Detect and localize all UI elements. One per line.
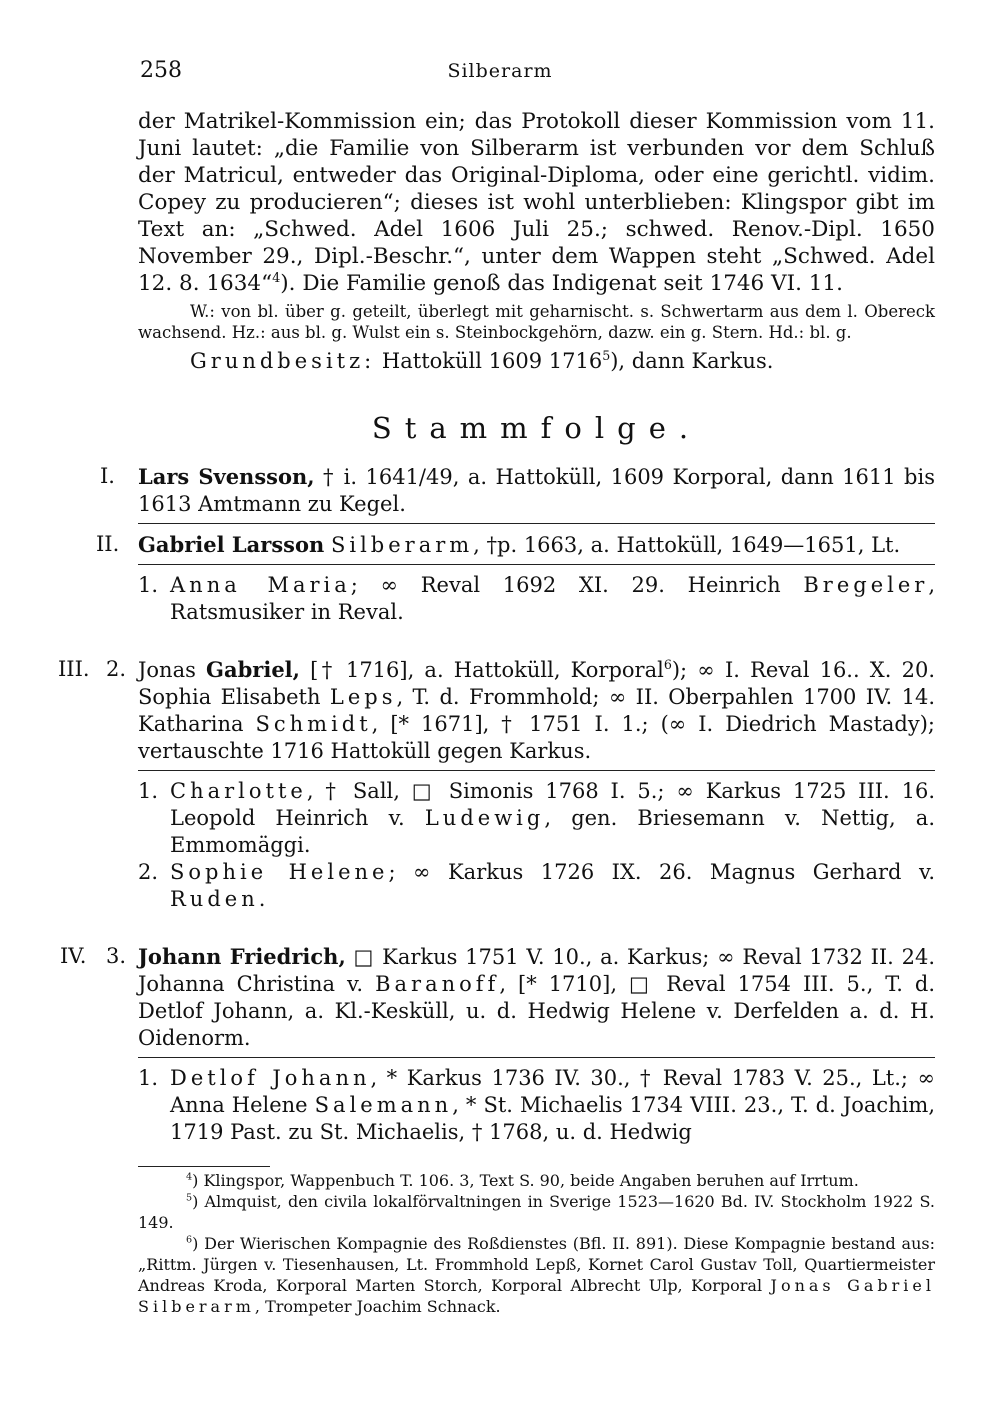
child-name: Detlof Johann [170,1066,371,1090]
land-label: Grundbesitz: [190,349,376,373]
land-text: Hattoküll 1609 1716 [375,349,603,373]
generation-1 [100,463,935,518]
page-number: 258 [140,58,182,83]
footnote-text: ) Klingspor, Wappenbuch T. 106. 3, Text S. 90, beide Angaben beruhen auf Irrtum. [192,1171,859,1190]
footnotes [138,1170,935,1317]
child-details: ; ∞ Reval 1692 XI. 29. Heinrich [350,573,804,597]
generation-rule [138,770,935,771]
person-index: 2. [106,657,127,681]
child-number: 1. [138,779,159,803]
spouse-name: Salemann [314,1093,453,1117]
child-number: 2. [138,860,159,884]
child-name: Sophie Helene [170,860,389,884]
child-details: ; ∞ Karkus 1726 IX. 26. Magnus Gerhard v. [388,860,935,884]
footnote-ref-4: 4 [272,270,281,286]
child-details: , † Sall, □ Simonis 1768 I. 5.; ∞ Karkus 1725 III. 16. Leopold Heinrich v. [170,779,935,830]
generation-4 [60,943,935,1052]
child-details-end: , * St. Michaelis 1734 VIII. 23., T. d. Joachim, 1719 Past. zu St. Michaelis, † 1768, u. d. Hedwig [170,1093,935,1144]
generation-2 [96,531,935,559]
generation-numeral: IV. [60,944,87,968]
child-details: , * Karkus 1736 IV. 30., † Reval 1783 V. 25., Lt.; ∞ Anna Helene [170,1066,935,1117]
child-name: Charlotte [170,779,307,803]
intro-text: der Matrikel-Kommission ein; das Protokoll dieser Kommission vom 11. Juni lautet: „die Familie von Silberarm ist verbunden vor dem Schluß der Matricul, entweder das Original-Diploma, oder eine gerichtl. vidim. Copey zu producieren“; dieses ist wohl unterblieben: Klingspor gibt im Text an: „Schwed. Adel 1606 Juli 25.; schwed. Renov.-Dipl. 1650 November 29., Dipl.-Beschr.“, unter dem Wappen steht „Schwed. Adel 12. 8. 1634“ [138,109,935,296]
spouse-name: Bregeler [803,573,929,597]
child-name: Anna Maria [170,573,351,597]
spouse-name: Baranoff [375,972,500,996]
person-details-3: , T. d. Frommhold; ∞ II. Oberpahlen 1700 IV. 14. Katharina [138,685,936,736]
footnote [138,1191,935,1233]
spouse-name: Ruden [170,887,259,911]
intro-paragraph [138,108,935,297]
footnote [138,1233,935,1317]
person-details: □ Karkus 1751 V. 10., a. Karkus; ∞ Reval 1732 II. 24. Johanna Christina v. [138,945,935,996]
person-details-2: , [* 1710], □ Reval 1754 III. 5., T. d. Detlof Johann, a. Kl.-Kesküll, u. d. Hedwig Helene v. Derfelden a. d. H. Oidenorm. [138,972,935,1050]
person-details: [† 1716], a. Hattoküll, Korporal [299,658,664,682]
footnote-ref-5: 5 [602,348,611,363]
footnote-mark: 6 [186,1234,193,1246]
footnote-ref-6: 6 [663,657,672,672]
footnote-text-end: , Trompeter Joachim Schnack. [254,1297,501,1316]
footnote-spaced-name: Jonas Gabriel Silberarm [138,1276,935,1316]
intro-text-end: ). Die Familie genoß das Indigenat seit 1746 VI. 11. [280,271,843,296]
person-details-4: , [* 1671], † 1751 I. 1.; (∞ I. Diedrich Mastady); vertauschte 1716 Hattoküll gegen Karkus. [138,712,935,763]
stammfolge-heading: Stammfolge. [371,411,702,445]
generation-numeral: I. [100,464,115,488]
generation-3 [58,656,936,765]
footnote-text: ) Almquist, den civila lokalförvaltningen in Sverige 1523—1620 Bd. IV. Stockholm 1922 S. 149. [138,1192,935,1232]
footnote-rule [138,1166,270,1167]
spouse-name: Ludewig [424,806,545,830]
child-entry [138,1065,935,1146]
spouse-name: Leps [329,685,397,709]
person-first-name: Jonas [138,658,207,682]
child-details-end: , gen. Briesemann v. Nettig, a. Emmomäggi. [170,806,936,857]
generation-numeral: II. [96,532,120,556]
person-name: Lars Svensson, [138,464,315,489]
footnote-mark: 4 [186,1171,193,1183]
main-text [58,108,936,1146]
child-entry [138,778,935,859]
footnote [138,1170,935,1191]
person-surname: Silberarm [330,533,474,557]
child-details-end: . [258,887,266,911]
person-name: Gabriel, [206,657,300,682]
person-details: , †p. 1663, a. Hattoküll, 1649—1651, Lt. [473,533,901,557]
child-number: 1. [138,573,159,597]
running-title: Silberarm [447,60,553,82]
land-text-end: ), dann Karkus. [610,349,774,373]
person-name: Johann Friedrich, [138,944,346,969]
child-number: 1. [138,1066,159,1090]
coat-of-arms-description: W.: von bl. über g. geteilt, überlegt mit geharnischt. s. Schwertarm aus dem l. Obereck wachsend. Hz.: aus bl. g. Wulst ein s. Steinbockgehörn, dazw. ein g. Stern. Hd.: bl. g. [138,302,935,342]
person-details-2: ); ∞ I. Reval 16.. X. 20. Sophia Elisabeth [138,658,935,709]
generation-rule [138,1057,935,1058]
person-details: † i. 1641/49, a. Hattoküll, 1609 Korporal, dann 1611 bis 1613 Amtmann zu Kegel. [138,465,935,516]
spouse-name: Schmidt [255,712,372,736]
footnote-text: ) Der Wierischen Kompagnie des Roßdienstes (Bfl. II. 891). Diese Kompagnie bestand aus: „Rittm. Jürgen v. Tiesenhausen, Lt. Frommhold Lepß, Kornet Carol Gustav Toll, Quartiermeister Andreas Kroda, Korporal Marten Storch, Korporal Albrecht Ulp, Korporal [138,1234,935,1295]
generation-rule [138,523,935,524]
child-entry [138,859,935,913]
page-header [0,58,1000,88]
person-name: Gabriel Larsson [138,532,325,557]
land-holdings [138,348,935,375]
footnote-mark: 5 [186,1192,193,1204]
generation-rule [138,564,935,565]
person-index: 3. [106,944,127,968]
child-entry [138,572,935,626]
generation-numeral: III. [58,657,90,681]
child-details-end: , Ratsmusiker in Reval. [170,573,936,624]
